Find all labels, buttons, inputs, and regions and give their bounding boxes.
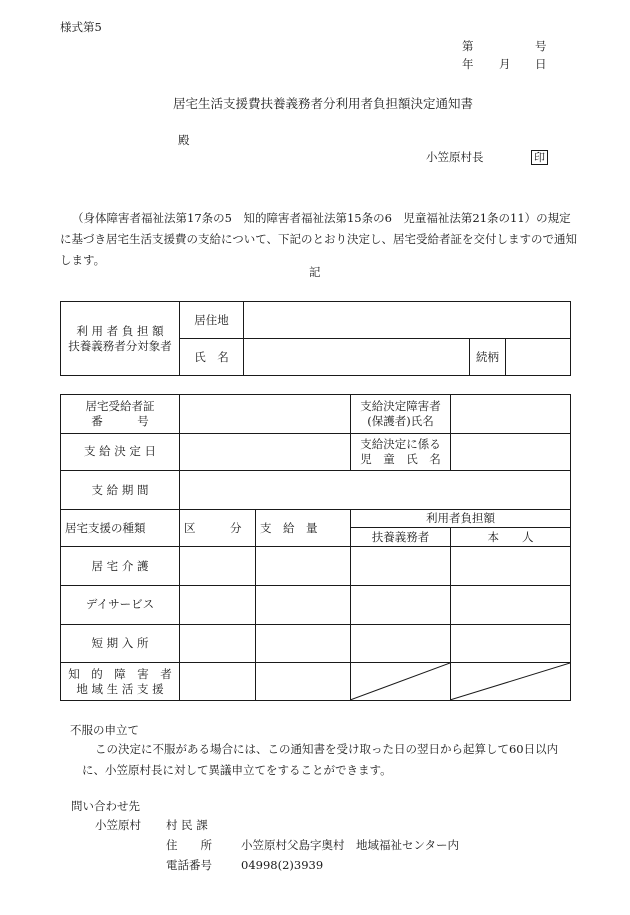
self-header: 本 人	[451, 528, 571, 547]
form-number: 様式第5	[60, 20, 102, 34]
community-label-line1: 知 的 障 害 者	[68, 666, 172, 681]
community-label-line2: 地 域 生 活 支 援	[76, 681, 164, 696]
guardian-label-line1: 支給決定障害者	[360, 398, 441, 413]
cert-label-line1: 居宅受給者証	[85, 398, 155, 413]
date-month: 月	[499, 57, 511, 71]
cert-label-line2: 番 号	[91, 413, 149, 428]
contact-dept: 村 民 課	[166, 818, 208, 832]
user-burden-header: 利用者負担額	[351, 509, 571, 527]
name-field[interactable]	[244, 339, 470, 376]
service-community-support	[61, 663, 180, 701]
supporter-cell[interactable]	[351, 547, 451, 586]
self-cell[interactable]	[451, 586, 571, 625]
self-cell[interactable]	[451, 547, 571, 586]
contact-phone-value: 04998(2)3939	[241, 858, 324, 872]
cert-number-field[interactable]	[180, 395, 351, 434]
address-label: 居住地	[180, 302, 244, 339]
supporter-cell-struck	[351, 663, 451, 701]
seal-mark: 印	[531, 150, 548, 165]
child-name-field[interactable]	[451, 433, 571, 471]
contact-heading: 問い合わせ先	[71, 799, 140, 813]
appeal-line1: この決定に不服がある場合には、この通知書を受け取った日の翌日から起算して60日以内	[95, 742, 559, 756]
period-label: 支 給 期 間	[61, 471, 180, 510]
decision-date-field[interactable]	[180, 433, 351, 471]
addressee-honorific: 殿	[178, 133, 190, 147]
table-row	[61, 547, 571, 586]
child-name-label	[351, 433, 451, 471]
table-row	[61, 663, 571, 701]
service-home-care: 居 宅 介 護	[61, 547, 180, 586]
table-row	[61, 586, 571, 625]
period-field[interactable]	[180, 471, 571, 510]
child-label-line1: 支給決定に係る	[360, 436, 441, 451]
category-cell[interactable]	[180, 586, 256, 625]
guardian-label-line2: (保護者)氏名	[367, 413, 434, 428]
service-short-stay: 短 期 入 所	[61, 624, 180, 663]
amount-cell[interactable]	[256, 586, 351, 625]
target-person-table	[60, 301, 571, 376]
relation-label: 続柄	[470, 339, 506, 376]
category-cell[interactable]	[180, 663, 256, 701]
date-year: 年	[462, 57, 474, 71]
relation-field[interactable]	[506, 339, 571, 376]
diagonal-strike	[451, 663, 570, 700]
supporter-cell[interactable]	[351, 624, 451, 663]
service-decision-table	[60, 394, 571, 701]
service-day-service: デイサービス	[61, 586, 180, 625]
appeal-heading: 不服の申立て	[70, 723, 139, 737]
contact-address-label: 住 所	[166, 838, 212, 852]
body-text: （身体障害者福祉法第17条の5 知的障害者福祉法第15条の6 児童福祉法第21条の11）の規定に基づき居宅生活支援費の支給について、下記のとおり決定し、居宅受給者証を交付しますので通知します。	[60, 211, 578, 267]
target-label-line2: 扶養義務者分対象者	[68, 338, 172, 353]
document-number-suffix: 号	[535, 39, 547, 53]
category-cell[interactable]	[180, 547, 256, 586]
amount-cell[interactable]	[256, 663, 351, 701]
amount-header: 支 給 量	[256, 509, 351, 547]
child-label-line2: 児 童 氏 名	[360, 451, 441, 466]
target-person-label	[61, 302, 180, 376]
date-day: 日	[535, 57, 547, 71]
address-field[interactable]	[244, 302, 571, 339]
amount-cell[interactable]	[256, 624, 351, 663]
self-cell-struck	[451, 663, 571, 701]
self-cell[interactable]	[451, 624, 571, 663]
category-cell[interactable]	[180, 624, 256, 663]
contact-phone-label: 電話番号	[166, 858, 212, 872]
issuer-name: 小笠原村長	[426, 150, 484, 164]
service-type-header: 居宅支援の種類	[61, 509, 180, 547]
cert-number-label	[61, 395, 180, 434]
target-label-line1: 利 用 者 負 担 額	[76, 323, 164, 338]
contact-org: 小笠原村	[95, 818, 141, 832]
amount-cell[interactable]	[256, 547, 351, 586]
body-paragraph	[60, 208, 578, 271]
name-label: 氏 名	[180, 339, 244, 376]
contact-address-value: 小笠原村父島字奥村 地域福祉センター内	[241, 838, 460, 852]
appeal-line2: に、小笠原村長に対して異議申立てをすることができます。	[82, 763, 392, 777]
document-number-label: 第	[462, 39, 474, 53]
diagonal-strike	[351, 663, 450, 700]
supporter-cell[interactable]	[351, 586, 451, 625]
guardian-name-field[interactable]	[451, 395, 571, 434]
issuer-seal	[531, 150, 548, 165]
document-title: 居宅生活支援費扶養義務者分利用者負担額決定通知書	[173, 96, 474, 111]
supporter-header: 扶養義務者	[351, 528, 451, 547]
guardian-name-label	[351, 395, 451, 434]
category-header: 区 分	[180, 509, 256, 547]
decision-date-label: 支 給 決 定 日	[61, 433, 180, 471]
table-row	[61, 624, 571, 663]
ki-marker: 記	[309, 265, 321, 279]
